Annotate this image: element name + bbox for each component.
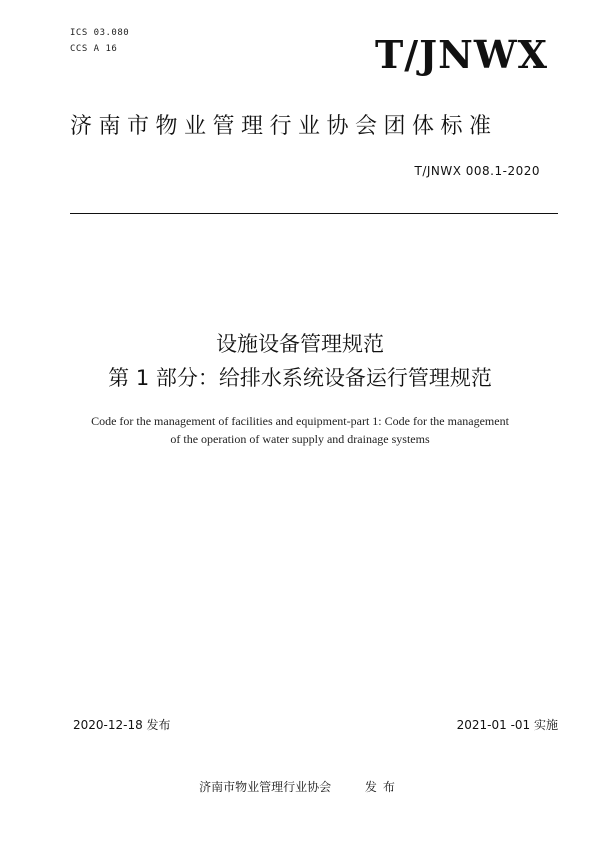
issuer-name: 济南市物业管理行业协会: [199, 780, 332, 794]
standard-brand-logo: T/JNWX: [374, 32, 548, 77]
publish-date: 2020-12-18 发布: [73, 718, 171, 732]
document-subtitle: 第 1 部分：给排水系统设备运行管理规范: [108, 366, 492, 390]
issuer-line: [0, 778, 600, 795]
english-title: Code for the management of facilities and equipment-part 1: Code for the management of the operation of water supply and drainage systems: [91, 414, 509, 446]
header-divider: [70, 213, 558, 214]
document-code: T/JNWX 008.1-2020: [414, 164, 540, 178]
ics-code: ICS 03.080: [70, 28, 130, 38]
ccs-code: CCS A 16: [70, 44, 118, 54]
document-title: 设施设备管理规范: [216, 332, 384, 356]
issuer-action: 发布: [364, 780, 401, 794]
organization-standard-title: 济南市物业管理行业协会团体标准: [70, 114, 498, 139]
implementation-date: 2021-01 -01 实施: [456, 718, 558, 732]
